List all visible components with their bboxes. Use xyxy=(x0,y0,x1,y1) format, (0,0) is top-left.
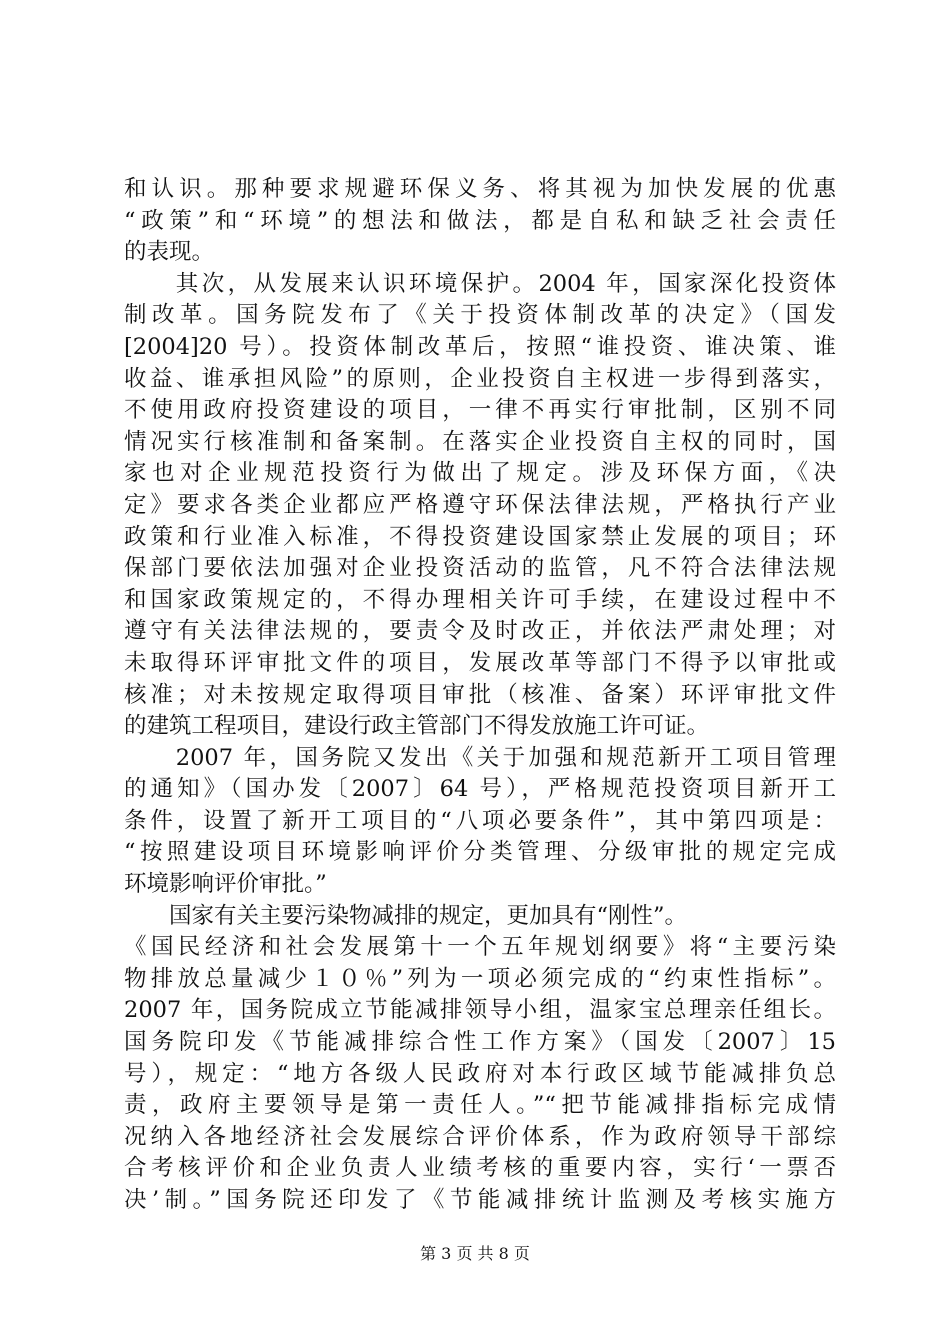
text-line: 责，政府主要领导是第一责任人。”“把节能减排指标完成情 xyxy=(124,1092,836,1119)
text-line: “政策”和“环境”的想法和做法，都是自私和缺乏社会责任 xyxy=(124,207,836,234)
text-line: 2007 年，国务院又发出《关于加强和规范新开工项目管理 xyxy=(124,744,836,771)
text-line: “按照建设项目环境影响评价分类管理、分级审批的规定完成 xyxy=(124,839,836,866)
text-line: 家也对企业规范投资行为做出了规定。涉及环保方面，《决 xyxy=(124,460,836,487)
text-line: 2007 年，国务院成立节能减排领导小组，温家宝总理亲任组长。 xyxy=(124,997,836,1024)
text-line: 情况实行核准制和备案制。在落实企业投资自主权的同时，国 xyxy=(124,428,836,455)
text-line: 环境影响评价审批。” xyxy=(124,871,327,898)
text-line: 决’制。”国务院还印发了《节能减排统计监测及考核实施方 xyxy=(124,1187,836,1213)
text-line: 的通知》（国办发〔2007〕64 号），严格规范投资项目新开工 xyxy=(124,776,836,803)
text-line: 《国民经济和社会发展第十一个五年规划纲要》将“主要污染 xyxy=(124,934,836,961)
text-line: 政策和行业准入标准，不得投资建设国家禁止发展的项目；环 xyxy=(124,523,836,550)
text-line: 未取得环评审批文件的项目，发展改革等部门不得予以审批或 xyxy=(124,649,836,676)
text-line: 合考核评价和企业负责人业绩考核的重要内容，实行‘一票否 xyxy=(124,1155,836,1182)
text-line: 的建筑工程项目，建设行政主管部门不得发放施工许可证。 xyxy=(124,713,710,740)
text-line: 不使用政府投资建设的项目，一律不再实行审批制，区别不同 xyxy=(124,397,836,424)
page-number-label: 第 3 页 共 8 页 xyxy=(420,1244,530,1263)
page-footer xyxy=(0,1244,950,1264)
text-line: 条件，设置了新开工项目的“八项必要条件”，其中第四项是： xyxy=(124,807,836,834)
text-line: 定》要求各类企业都应严格遵守环保法律法规，严格执行产业 xyxy=(124,491,836,518)
body-text xyxy=(124,174,836,1217)
text-line: 的表现。 xyxy=(124,239,215,266)
text-line: 制改革。国务院发布了《关于投资体制改革的决定》（国发 xyxy=(124,302,836,329)
text-line: 国家有关主要污染物减排的规定，更加具有“刚性”。 xyxy=(124,902,688,929)
text-line: 物排放总量减少１０％”列为一项必须完成的“约束性指标”。 xyxy=(124,965,836,992)
text-line: 和认识。那种要求规避环保义务、将其视为加快发展的优惠 xyxy=(124,176,836,202)
text-line: 遵守有关法律法规的，要责令及时改正，并依法严肃处理；对 xyxy=(124,618,836,645)
text-line: 保部门要依法加强对企业投资活动的监管，凡不符合法律法规 xyxy=(124,555,836,582)
text-line: 号），规定：“地方各级人民政府对本行政区域节能减排负总 xyxy=(124,1060,836,1087)
text-line: 况纳入各地经济社会发展综合评价体系，作为政府领导干部综 xyxy=(124,1123,836,1150)
text-line: [2004]20 号）。投资体制改革后，按照“谁投资、谁决策、谁 xyxy=(124,333,836,360)
text-line: 和国家政策规定的，不得办理相关许可手续，在建设过程中不 xyxy=(124,586,836,613)
text-line: 国务院印发《节能减排综合性工作方案》（国发〔2007〕15 xyxy=(124,1029,836,1056)
text-line: 收益、谁承担风险”的原则，企业投资自主权进一步得到落实， xyxy=(124,365,836,392)
text-line: 其次，从发展来认识环境保护。2004 年，国家深化投资体 xyxy=(124,270,836,297)
text-line: 核准；对未按规定取得项目审批（核准、备案）环评审批文件 xyxy=(124,681,836,708)
